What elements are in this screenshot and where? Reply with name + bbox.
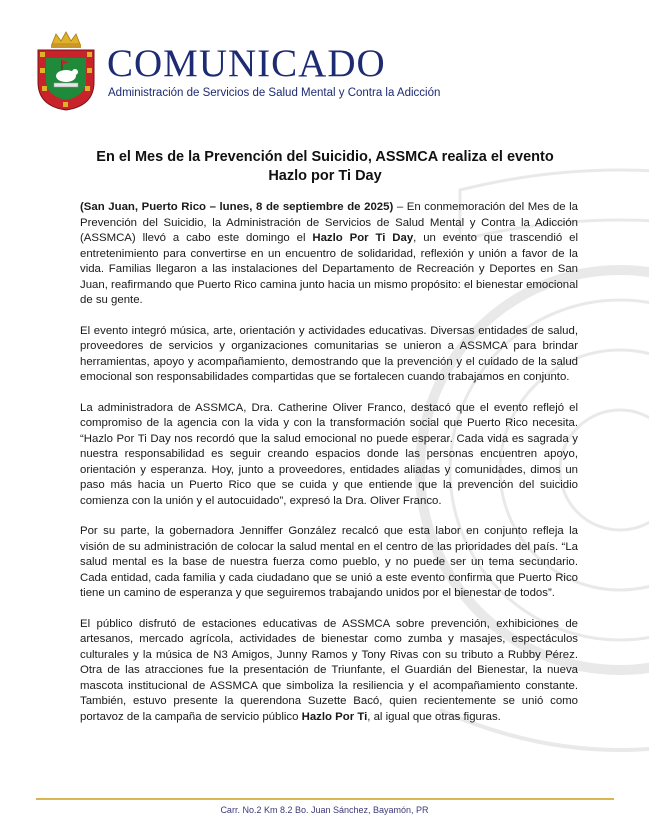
paragraph-4: Por su parte, la gobernadora Jenniffer González recalcó que esta labor en conjunto refleja la visión de su administración de colocar la salud mental en el centro de las prioridades del país. “La salud mental es la base de nuestra fuerza como pueblo, y no puede ser un tema secundario. Cada entidad, cada familia y cada ciudadano que se unió a este evento confirma que Puerto Rico tiene un camino de esperanza y que seguiremos trabajando unidos por el bienestar de todos”. <box>80 525 578 599</box>
event-name: Hazlo Por Ti Day <box>312 232 414 244</box>
footer-address: Carr. No.2 Km 8.2 Bo. Juan Sánchez, Bayamón, PR <box>220 805 429 815</box>
paragraph-5 <box>80 617 578 726</box>
paragraph-2: El evento integró música, arte, orientación y actividades educativas. Diversas entidades de salud, proveedores de servicios y organizaciones comunitarias se unieron a ASSMCA para brindar herramientas, apoyo y acompañamiento, demostrando que la prevención y el cuidado de la salud emocional son responsabilidades compartidas que se fortalecen cuando trabajamos en conjunto. <box>80 324 578 383</box>
footer-divider <box>36 798 614 800</box>
paragraph-5-text-b: , al igual que otras figuras. <box>367 710 501 723</box>
coat-of-arms-logo <box>32 30 100 112</box>
headline <box>60 148 590 186</box>
document-title: COMUNICADO <box>107 42 386 85</box>
dateline: (San Juan, Puerto Rico – lunes, 8 de septiembre de 2025) <box>80 201 394 213</box>
paragraph-1 <box>80 200 578 309</box>
paragraph-1-text-b: , un evento que trascendió el entretenimiento para convertirse en un encuentro de solidaridad, reflexión y unión a favor de la vida. Familias llegaron a las instalaciones del Departamento de Recreación y Deportes en San Juan, reafirmando que Puerto Rico camina junto hacia un mismo propósito: el bienestar emocional de su gente. <box>80 232 578 306</box>
paragraph-3: La administradora de ASSMCA, Dra. Catherine Oliver Franco, destacó que el evento reflejó el compromiso de la agencia con la vida y con la transformación social que Puerto Rico necesita. “Hazlo Por Ti Day nos recordó que la salud emocional no puede esperar. Cada vida es sagrada y nuestra responsabilidad es seguir creando espacios donde las personas encuentren apoyo, orientación y esperanza. Hoy, junto a proveedores, entidades aliadas y comunidades, dimos un paso más hacia un Puerto Rico que se cuida y que entiende que la prevención del suicidio comienza con la unión y el autocuidado”, expresó la Dra. Oliver Franco. <box>80 401 578 507</box>
article-body <box>80 200 578 740</box>
paragraph-5-text-a: El público disfrutó de estaciones educativas de ASSMCA sobre prevención, exhibiciones de artesanos, mercado agrícola, actividades de bienestar como zumba y masajes, espectáculos culturales y la música de N3 Amigos, Junny Ramos y Tony Rivas con su tributo a Rubby Pérez. Otra de las atracciones fue la presentación de Triunfante, el Guardián del Bienestar, la nueva mascota institucional de ASSMCA que simboliza la resiliencia y el acompañamiento constante. También, estuvo presente la querendona Suzette Bacó, quien recientemente se unió como portavoz de la campaña de servicio público <box>80 617 578 723</box>
headline-line-1: En el Mes de la Prevención del Suicidio, ASSMCA realiza el evento <box>96 149 554 165</box>
headline-line-2: Hazlo por Ti Day <box>268 168 382 184</box>
paragraph-1-text-a: – En conmemoración del Mes de la Prevención del Suicidio, la Administración de Servicios de Salud Mental y Contra la Adicción (ASSMCA) llevó a cabo este domingo el <box>80 201 578 244</box>
agency-name: Administración de Servicios de Salud Mental y Contra la Adicción <box>108 87 441 99</box>
campaign-name: Hazlo Por Ti <box>301 710 368 723</box>
